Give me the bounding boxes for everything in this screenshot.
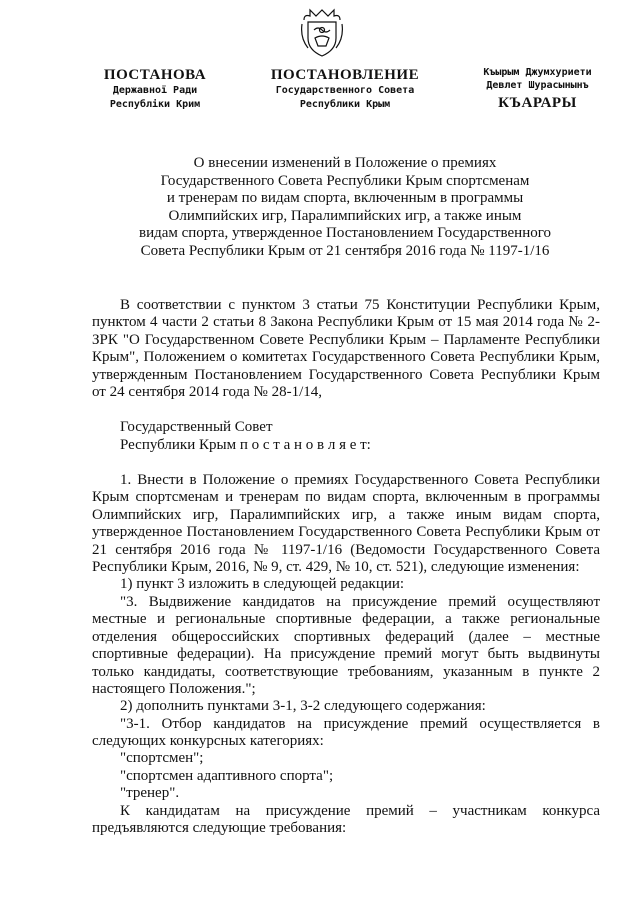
header-center-line1: Государственного Совета — [275, 85, 415, 96]
header-right-line2: Девлет Шурасынынъ — [486, 80, 589, 91]
item-1-line: 1) пункт 3 изложить в следующей редакции: — [120, 576, 405, 592]
crimea-coat-of-arms-icon — [300, 8, 344, 58]
title-line: видам спорта, утвержденное Постановлением Государственного — [138, 225, 552, 241]
clause-3-1-paragraph: "3-1. Отбор кандидатов на присуждение премий осуществляется в следующих конкурсных категориях: — [92, 716, 600, 750]
header-left-line2: Республіки Крим — [109, 99, 201, 110]
header-left-line1: Державної Ради — [112, 85, 198, 96]
title-line: О внесении изменений в Положение о премиях — [193, 155, 497, 171]
category-sportsman: "спортсмен"; — [120, 750, 204, 766]
title-line: Олимпийских игр, Паралимпийских игр, а также иным — [168, 207, 522, 224]
header-center-line2: Республики Крым — [299, 99, 391, 110]
header-crimean-tatar — [455, 66, 620, 112]
clause-1-paragraph: 1. Внести в Положение о премиях Государственного Совета Республики Крым спортсменам и тренерам по видам спорта, включенным в программы Олимпийских игр, Паралимпийских игр, а также иным видам спорта, утвержденное Постановлением Государственного Совета Республики Крым от 21 сентября 2016 года № 1197-1/16 (Ведомости Государственного Совета Республики Крым, 2016, № 9, ст. 429, № 10, ст. 521), следующие изменения: — [92, 472, 600, 576]
header-right-line1: Къырым Джумхуриети — [483, 67, 592, 78]
council-name: Республики Крым — [120, 437, 237, 453]
resolves-word: п о с т а н о в л я е т: — [239, 437, 371, 453]
category-coach: "тренер". — [120, 785, 180, 801]
header-ukrainian — [85, 66, 225, 112]
requirements-paragraph: К кандидатам на присуждение премий – участникам конкурса предъявляются следующие требования: — [92, 803, 600, 837]
council-line-1: Государственный Совет — [120, 419, 273, 435]
preamble-paragraph: В соответствии с пунктом 3 статьи 75 Конституции Республики Крым, пунктом 4 части 2 статьи 8 Закона Республики Крым от 15 мая 2014 года № 2-ЗРК "О Государственном Совете Республики Крым – Парламенте Республики Крым", Положением о комитетах Государственного Совета Республики Крым, утвержденным Постановлением Государственного Совета Республики Крым от 24 сентября 2014 года № 28-1/14, — [92, 297, 600, 401]
item-2-line: 2) дополнить пунктами 3-1, 3-2 следующего содержания: — [120, 698, 486, 714]
header-center-title: ПОСТАНОВЛЕНИЕ — [270, 67, 420, 83]
header-right-title: КЪАРАРЫ — [498, 95, 577, 111]
clause-3-quote: "3. Выдвижение кандидатов на присуждение премий осуществляют местные и региональные спортивные федерации, а также региональные отделения общероссийских спортивных федераций (далее – местные спортивные федерации). На присуждение премий могут быть выдвинуты только кандидаты, соответствующие требованиям, указанным в пункте 2 настоящего Положения."; — [92, 594, 600, 698]
header-russian — [255, 66, 435, 112]
title-line: и тренерам по видам спорта, включенным в программы — [166, 190, 524, 206]
category-adaptive-sportsman: "спортсмен адаптивного спорта"; — [120, 768, 334, 784]
title-line: Государственного Совета Республики Крым спортсменам — [160, 172, 530, 189]
title-line: Совета Республики Крым от 21 сентября 2016 года № 1197-1/16 — [140, 242, 550, 259]
council-line-2 — [120, 437, 628, 454]
header-left-title: ПОСТАНОВА — [103, 67, 207, 83]
document-title — [85, 155, 605, 260]
